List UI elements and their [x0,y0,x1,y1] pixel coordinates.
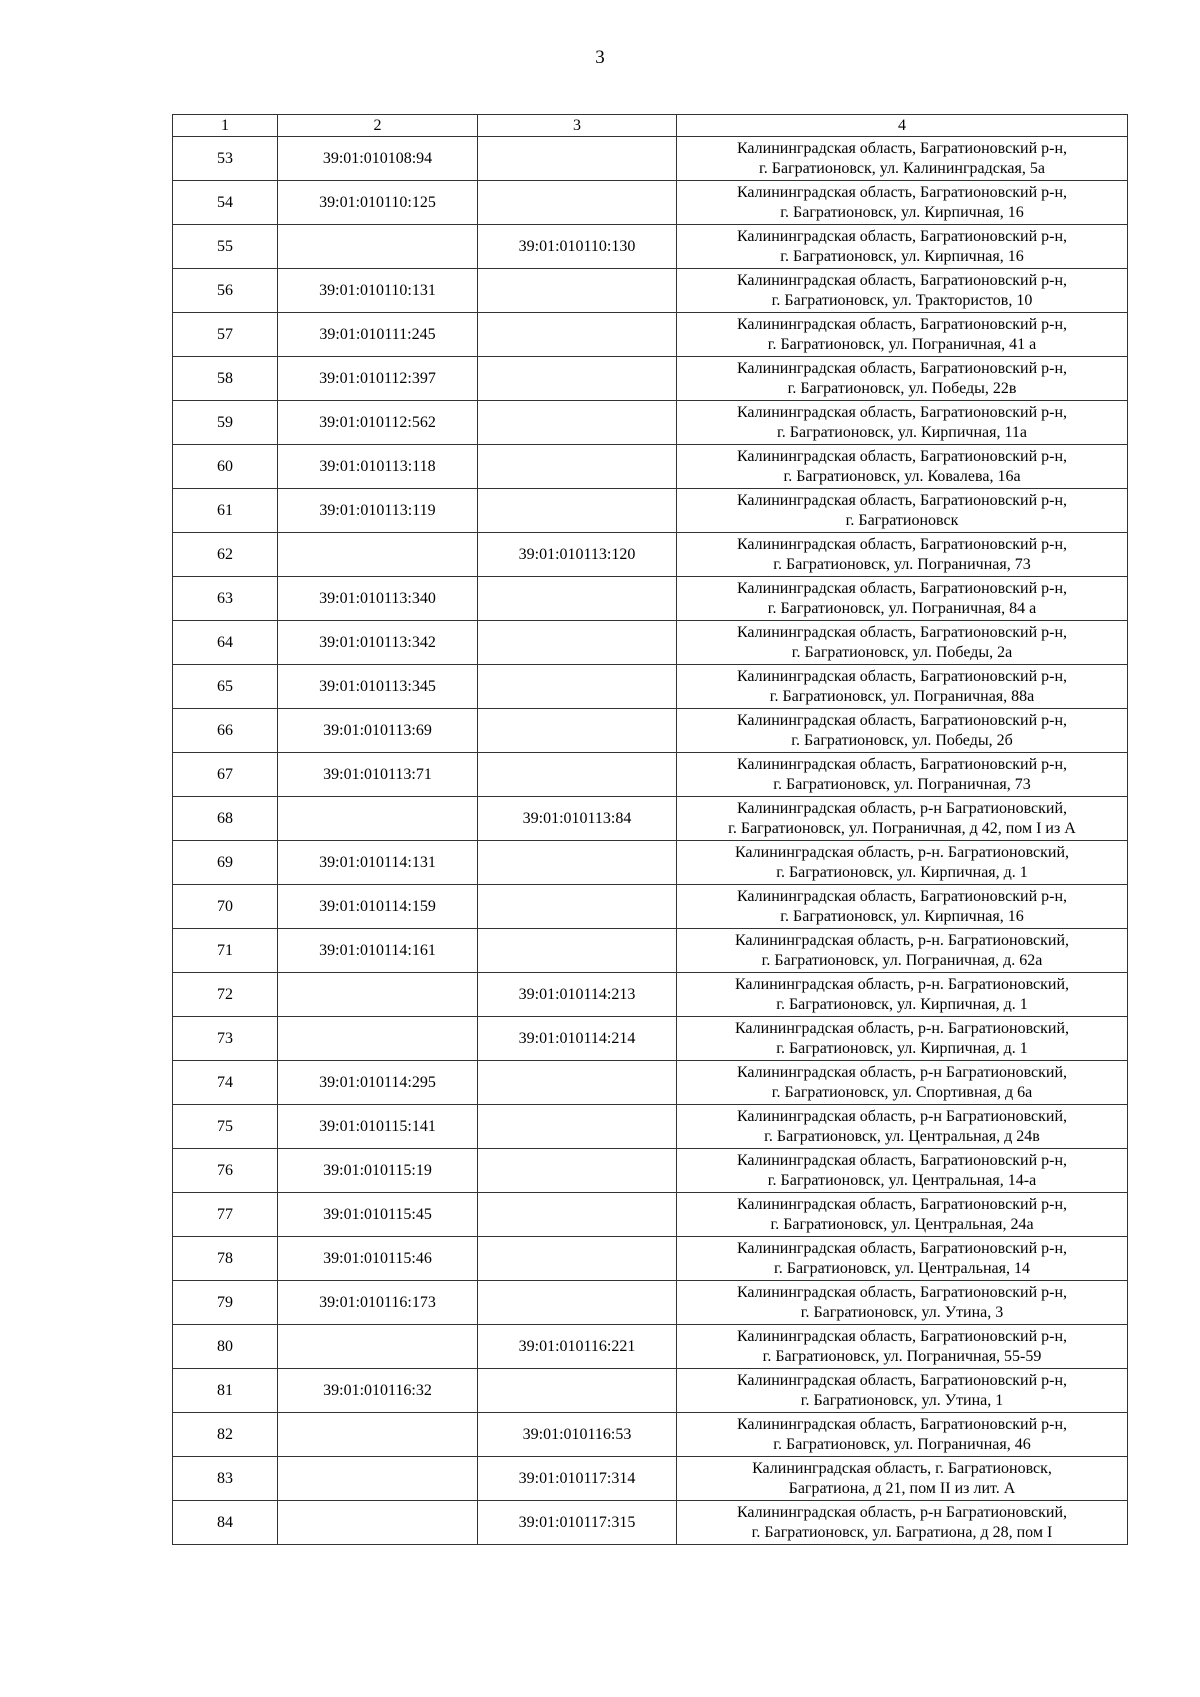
address-line: г. Багратионовск, ул. Пограничная, д. 62а [761,951,1043,969]
row-number-cell: 56 [173,269,278,313]
row-number-cell: 71 [173,929,278,973]
row-number-cell: 65 [173,665,278,709]
address-line: Калининградская область, р-н Багратионовский, [736,1063,1068,1081]
address-cell [677,137,1128,181]
table-row [173,225,1128,269]
cadastral-number-cell: 39:01:010115:46 [278,1237,478,1281]
address-line: Калининградская область, Багратионовский р-н, [736,315,1068,333]
cadastral-number-cell: 39:01:010114:161 [278,929,478,973]
row-number-cell: 61 [173,489,278,533]
cadastral-number-cell [278,1413,478,1457]
address-line: г. Багратионовск, ул. Пограничная, 88а [769,687,1035,705]
cadastral-number-cell: 39:01:010116:53 [478,1413,677,1457]
page-number: 3 [595,47,605,68]
table-row [173,665,1128,709]
address-cell [677,1457,1128,1501]
address-line: Калининградская область, Багратионовский р-н, [736,1371,1068,1389]
address-cell [677,313,1128,357]
address-cell [677,753,1128,797]
row-number-cell: 55 [173,225,278,269]
address-line: г. Багратионовск, ул. Кирпичная, д. 1 [776,1039,1028,1057]
header-cell: 4 [677,115,1128,137]
table-row [173,709,1128,753]
address-line: Калининградская область, Багратионовский р-н, [736,271,1068,289]
cadastral-number-cell [478,1105,677,1149]
address-line: г. Багратионовск, ул. Пограничная, д 42, пом I из А [728,819,1076,837]
address-line: г. Багратионовск, ул. Пограничная, 73 [773,775,1031,793]
address-cell [677,401,1128,445]
address-cell [677,665,1128,709]
cadastral-number-cell [478,1369,677,1413]
address-line: Калининградская область, Багратионовский р-н, [736,403,1068,421]
cadastral-number-cell: 39:01:010113:342 [278,621,478,665]
row-number-cell: 58 [173,357,278,401]
address-line: Калининградская область, Багратионовский р-н, [736,667,1068,685]
row-number-cell: 54 [173,181,278,225]
table-row [173,1325,1128,1369]
cadastral-number-cell [478,929,677,973]
table-row [173,489,1128,533]
table-row [173,1017,1128,1061]
table-row [173,1281,1128,1325]
cadastral-number-cell: 39:01:010112:562 [278,401,478,445]
cadastral-number-cell [478,1281,677,1325]
address-line: Калининградская область, р-н. Багратионовский, [734,1019,1070,1037]
cadastral-number-cell: 39:01:010114:213 [478,973,677,1017]
address-line: г. Багратионовск, ул. Победы, 2б [791,731,1013,749]
address-line: г. Багратионовск, ул. Ковалева, 16а [783,467,1021,485]
address-cell [677,841,1128,885]
cadastral-number-cell [478,445,677,489]
cadastral-number-cell [478,665,677,709]
address-line: Калининградская область, Багратионовский р-н, [736,1283,1068,1301]
table-row [173,753,1128,797]
row-number-cell: 60 [173,445,278,489]
address-line: Калининградская область, Багратионовский р-н, [736,887,1068,905]
address-line: г. Багратионовск, ул. Спортивная, д 6а [771,1083,1033,1101]
address-line: г. Багратионовск, ул. Центральная, 14 [774,1259,1030,1277]
address-cell [677,357,1128,401]
address-cell [677,973,1128,1017]
cadastral-number-cell: 39:01:010110:131 [278,269,478,313]
table-row [173,885,1128,929]
address-cell [677,621,1128,665]
address-line: Калининградская область, Багратионовский р-н, [736,183,1068,201]
cadastral-number-cell [478,181,677,225]
cadastral-number-cell: 39:01:010113:340 [278,577,478,621]
address-line: г. Багратионовск [845,511,959,529]
row-number-cell: 59 [173,401,278,445]
row-number-cell: 63 [173,577,278,621]
cadastral-number-cell [478,709,677,753]
address-line: Калининградская область, Багратионовский р-н, [736,139,1068,157]
table-row [173,1369,1128,1413]
cadastral-number-cell: 39:01:010116:221 [478,1325,677,1369]
cadastral-number-cell: 39:01:010116:173 [278,1281,478,1325]
address-line: г. Багратионовск, ул. Кирпичная, 11а [777,423,1027,441]
table-row [173,1105,1128,1149]
table-row [173,1149,1128,1193]
cadastral-number-cell: 39:01:010117:314 [478,1457,677,1501]
row-number-cell: 78 [173,1237,278,1281]
address-line: Калининградская область, Багратионовский р-н, [736,359,1068,377]
row-number-cell: 53 [173,137,278,181]
cadastral-number-cell: 39:01:010114:295 [278,1061,478,1105]
address-cell [677,269,1128,313]
address-line: г. Багратионовск, ул. Кирпичная, д. 1 [776,995,1028,1013]
row-number-cell: 72 [173,973,278,1017]
table-row [173,1501,1128,1545]
address-line: Калининградская область, р-н Багратионовский, [736,1503,1068,1521]
cadastral-number-cell [478,1193,677,1237]
row-number-cell: 73 [173,1017,278,1061]
table-row [173,181,1128,225]
row-number-cell: 67 [173,753,278,797]
address-line: г. Багратионовск, ул. Трактористов, 10 [771,291,1033,309]
address-line: г. Багратионовск, ул. Багратиона, д 28, пом I [751,1523,1053,1541]
cadastral-number-cell [278,973,478,1017]
address-line: г. Багратионовск, ул. Центральная, д 24в [764,1127,1040,1145]
cadastral-number-cell: 39:01:010115:141 [278,1105,478,1149]
address-line: Калининградская область, Багратионовский р-н, [736,1151,1068,1169]
address-cell [677,929,1128,973]
address-line: Калининградская область, р-н. Багратионовский, [734,975,1070,993]
address-cell [677,1017,1128,1061]
header-cell: 2 [278,115,478,137]
address-line: Калининградская область, Багратионовский р-н, [736,623,1068,641]
table-row [173,313,1128,357]
address-line: Калининградская область, Багратионовский р-н, [736,227,1068,245]
cadastral-number-cell [478,841,677,885]
row-number-cell: 57 [173,313,278,357]
address-line: г. Багратионовск, ул. Кирпичная, д. 1 [776,863,1028,881]
table-row [173,797,1128,841]
cadastral-number-cell: 39:01:010114:131 [278,841,478,885]
cadastral-number-cell [478,137,677,181]
cadastral-number-cell [278,1325,478,1369]
address-cell [677,709,1128,753]
table-row [173,533,1128,577]
address-line: Калининградская область, Багратионовский р-н, [736,535,1068,553]
row-number-cell: 69 [173,841,278,885]
table-row [173,269,1128,313]
address-line: Калининградская область, Багратионовский р-н, [736,711,1068,729]
table-row [173,577,1128,621]
address-cell [677,577,1128,621]
address-line: Калининградская область, Багратионовский р-н, [736,755,1068,773]
address-cell [677,885,1128,929]
cadastral-number-cell [478,1237,677,1281]
address-line: г. Багратионовск, ул. Центральная, 24а [770,1215,1034,1233]
cadastral-number-cell [478,885,677,929]
row-number-cell: 81 [173,1369,278,1413]
cadastral-number-cell: 39:01:010110:125 [278,181,478,225]
row-number-cell: 74 [173,1061,278,1105]
cadastral-number-cell: 39:01:010114:159 [278,885,478,929]
address-line: Калининградская область, Багратионовский р-н, [736,1327,1068,1345]
table-row [173,445,1128,489]
row-number-cell: 83 [173,1457,278,1501]
table-row [173,401,1128,445]
address-cell [677,1325,1128,1369]
table-row [173,929,1128,973]
address-line: Калининградская область, г. Багратионовск, [752,1459,1052,1477]
address-line: Калининградская область, Багратионовский р-н, [736,1239,1068,1257]
cadastral-number-cell: 39:01:010114:214 [478,1017,677,1061]
cadastral-number-cell [478,1061,677,1105]
cadastral-number-cell [278,533,478,577]
address-cell [677,1105,1128,1149]
table-row [173,1061,1128,1105]
cadastral-number-cell [478,1149,677,1193]
address-line: г. Багратионовск, ул. Утина, 3 [800,1303,1004,1321]
cadastral-number-cell [478,577,677,621]
row-number-cell: 75 [173,1105,278,1149]
cadastral-number-cell [278,1017,478,1061]
address-cell [677,1149,1128,1193]
row-number-cell: 66 [173,709,278,753]
cadastral-number-cell [278,225,478,269]
address-cell [677,1501,1128,1545]
row-number-cell: 70 [173,885,278,929]
cadastral-number-cell [478,489,677,533]
row-number-cell: 84 [173,1501,278,1545]
row-number-cell: 80 [173,1325,278,1369]
address-line: г. Багратионовск, ул. Утина, 1 [800,1391,1004,1409]
address-line: Калининградская область, Багратионовский р-н, [736,1415,1068,1433]
table-row [173,137,1128,181]
address-line: Багратиона, д 21, пом II из лит. А [788,1479,1016,1497]
cadastral-number-cell: 39:01:010108:94 [278,137,478,181]
header-cell: 3 [478,115,677,137]
address-line: г. Багратионовск, ул. Пограничная, 55-59 [762,1347,1042,1365]
cadastral-number-cell: 39:01:010116:32 [278,1369,478,1413]
address-line: Калининградская область, Багратионовский р-н, [736,491,1068,509]
address-line: Калининградская область, р-н Багратионовский, [736,799,1068,817]
address-line: Калининградская область, р-н Багратионовский, [736,1107,1068,1125]
row-number-cell: 62 [173,533,278,577]
address-line: Калининградская область, Багратионовский р-н, [736,579,1068,597]
table-row [173,1413,1128,1457]
cadastral-number-cell: 39:01:010113:118 [278,445,478,489]
row-number-cell: 68 [173,797,278,841]
cadastral-number-cell [478,269,677,313]
address-cell [677,1061,1128,1105]
address-cell [677,489,1128,533]
address-line: Калининградская область, р-н. Багратионовский, [734,843,1070,861]
cadastral-number-cell [478,621,677,665]
cadastral-number-cell: 39:01:010113:69 [278,709,478,753]
address-line: Калининградская область, Багратионовский р-н, [736,447,1068,465]
address-line: Калининградская область, Багратионовский р-н, [736,1195,1068,1213]
cadastral-number-cell: 39:01:010113:71 [278,753,478,797]
header-cell: 1 [173,115,278,137]
address-line: г. Багратионовск, ул. Кирпичная, 16 [780,907,1024,925]
cadastral-number-cell: 39:01:010115:45 [278,1193,478,1237]
address-line: г. Багратионовск, ул. Кирпичная, 16 [780,247,1024,265]
address-cell [677,1193,1128,1237]
address-cell [677,181,1128,225]
cadastral-number-cell: 39:01:010111:245 [278,313,478,357]
cadastral-number-cell [478,357,677,401]
cadastral-number-cell [278,797,478,841]
cadastral-number-cell: 39:01:010112:397 [278,357,478,401]
address-line: г. Багратионовск, ул. Победы, 22в [787,379,1017,397]
cadastral-number-cell: 39:01:010113:84 [478,797,677,841]
table-row [173,841,1128,885]
address-line: г. Багратионовск, ул. Пограничная, 41 а [767,335,1037,353]
cadastral-number-cell [278,1457,478,1501]
table-row [173,621,1128,665]
table-row [173,1457,1128,1501]
table-row [173,973,1128,1017]
table-row [173,1193,1128,1237]
cadastral-number-cell: 39:01:010113:120 [478,533,677,577]
address-line: г. Багратионовск, ул. Пограничная, 84 а [767,599,1037,617]
register-table [172,114,1128,1545]
address-cell [677,1281,1128,1325]
address-line: г. Багратионовск, ул. Пограничная, 73 [773,555,1031,573]
cadastral-number-cell: 39:01:010110:130 [478,225,677,269]
row-number-cell: 82 [173,1413,278,1457]
address-cell [677,1369,1128,1413]
row-number-cell: 79 [173,1281,278,1325]
row-number-cell: 64 [173,621,278,665]
address-cell [677,533,1128,577]
address-cell [677,1237,1128,1281]
cadastral-number-cell [478,753,677,797]
address-line: г. Багратионовск, ул. Победы, 2а [791,643,1013,661]
row-number-cell: 77 [173,1193,278,1237]
row-number-cell: 76 [173,1149,278,1193]
table-row [173,357,1128,401]
cadastral-number-cell [478,401,677,445]
address-line: г. Багратионовск, ул. Центральная, 14-а [767,1171,1037,1189]
address-line: Калининградская область, р-н. Багратионовский, [734,931,1070,949]
address-cell [677,445,1128,489]
address-cell [677,225,1128,269]
address-line: г. Багратионовск, ул. Калининградская, 5а [759,159,1045,177]
header-row [173,115,1128,137]
cadastral-number-cell: 39:01:010113:345 [278,665,478,709]
cadastral-number-cell [278,1501,478,1545]
address-line: г. Багратионовск, ул. Пограничная, 46 [773,1435,1031,1453]
address-cell [677,1413,1128,1457]
address-line: г. Багратионовск, ул. Кирпичная, 16 [780,203,1024,221]
cadastral-number-cell [478,313,677,357]
cadastral-number-cell: 39:01:010117:315 [478,1501,677,1545]
cadastral-number-cell: 39:01:010113:119 [278,489,478,533]
address-cell [677,797,1128,841]
cadastral-number-cell: 39:01:010115:19 [278,1149,478,1193]
table-row [173,1237,1128,1281]
